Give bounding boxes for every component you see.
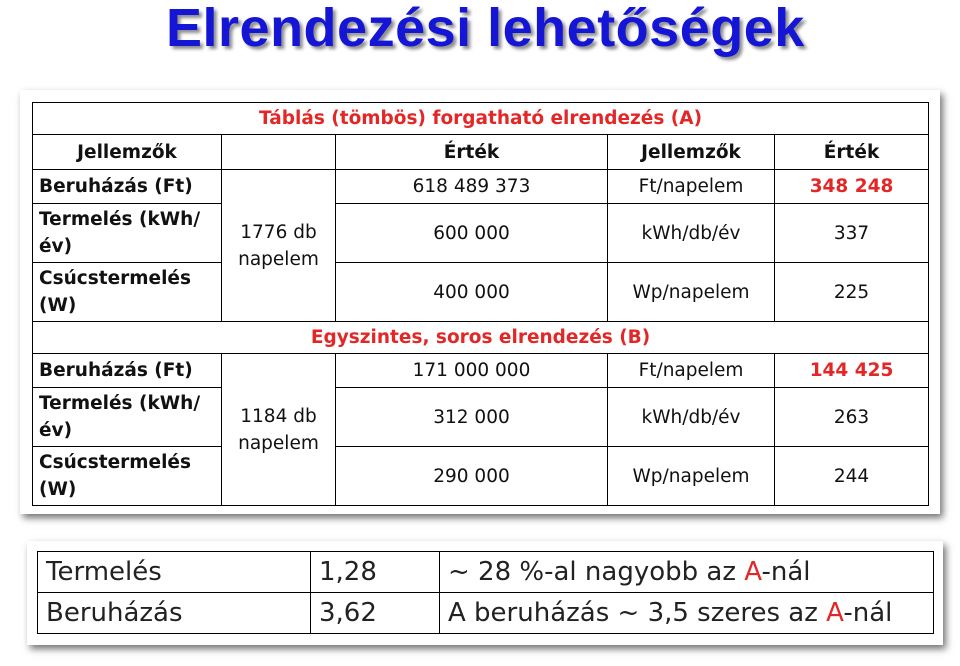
layout-comparison-table [32,102,929,506]
summary-note-post: -nál [843,598,893,628]
section-a-header-row [33,103,929,135]
row-unit: kWh/db/év [608,388,775,447]
summary-note-post: -nál [761,557,811,587]
table-row [33,204,929,263]
row-per-panel-value: 263 [775,388,929,447]
summary-note [440,593,934,634]
header-jellemzok: Jellemzők [33,135,222,170]
row-unit: Ft/napelem [608,170,775,204]
row-unit: Wp/napelem [608,447,775,506]
table-row [33,447,929,506]
header-ertek-2: Érték [775,135,929,170]
layout-comparison-panel [20,90,940,514]
section-b-header-row [33,322,929,354]
table-row [38,552,934,593]
page-title: Elrendezési lehetőségek [166,0,805,58]
summary-note-highlight: A [744,557,762,587]
table-row [38,593,934,634]
header-empty [222,135,336,170]
panel-count-b: 1184 db napelem [222,354,336,506]
table-row [33,263,929,322]
row-label: Csúcstermelés (W) [33,447,222,506]
row-label: Csúcstermelés (W) [33,263,222,322]
row-unit: Ft/napelem [608,354,775,388]
summary-note [440,552,934,593]
row-value: 312 000 [336,388,608,447]
row-label: Beruházás (Ft) [33,170,222,204]
summary-label: Beruházás [38,593,311,634]
row-per-panel-value: 337 [775,204,929,263]
row-per-panel-value: 225 [775,263,929,322]
summary-note-pre: ~ 28 %-al nagyobb az [448,557,745,587]
row-unit: Wp/napelem [608,263,775,322]
row-value: 171 000 000 [336,354,608,388]
ratio-summary-panel [27,541,943,645]
row-label: Termelés (kWh/év) [33,388,222,447]
row-value: 400 000 [336,263,608,322]
row-value: 618 489 373 [336,170,608,204]
summary-note-highlight: A [826,598,844,628]
column-header-row [33,135,929,170]
header-ertek: Érték [336,135,608,170]
table-row [33,170,929,204]
table-row [33,354,929,388]
row-per-panel-value: 348 248 [775,170,929,204]
row-label: Beruházás (Ft) [33,354,222,388]
section-a-title: Táblás (tömbös) forgatható elrendezés (A) [33,103,929,135]
summary-label: Termelés [38,552,311,593]
row-value: 290 000 [336,447,608,506]
header-jellemzok-2: Jellemzők [608,135,775,170]
table-row [33,388,929,447]
ratio-summary-table [37,551,934,634]
section-b-title: Egyszintes, soros elrendezés (B) [33,322,929,354]
row-per-panel-value: 244 [775,447,929,506]
row-per-panel-value: 144 425 [775,354,929,388]
summary-ratio: 3,62 [311,593,440,634]
row-label: Termelés (kWh/év) [33,204,222,263]
summary-note-pre: A beruházás ~ 3,5 szeres az [448,598,827,628]
panel-count-a: 1776 db napelem [222,170,336,322]
row-unit: kWh/db/év [608,204,775,263]
summary-ratio: 1,28 [311,552,440,593]
row-value: 600 000 [336,204,608,263]
